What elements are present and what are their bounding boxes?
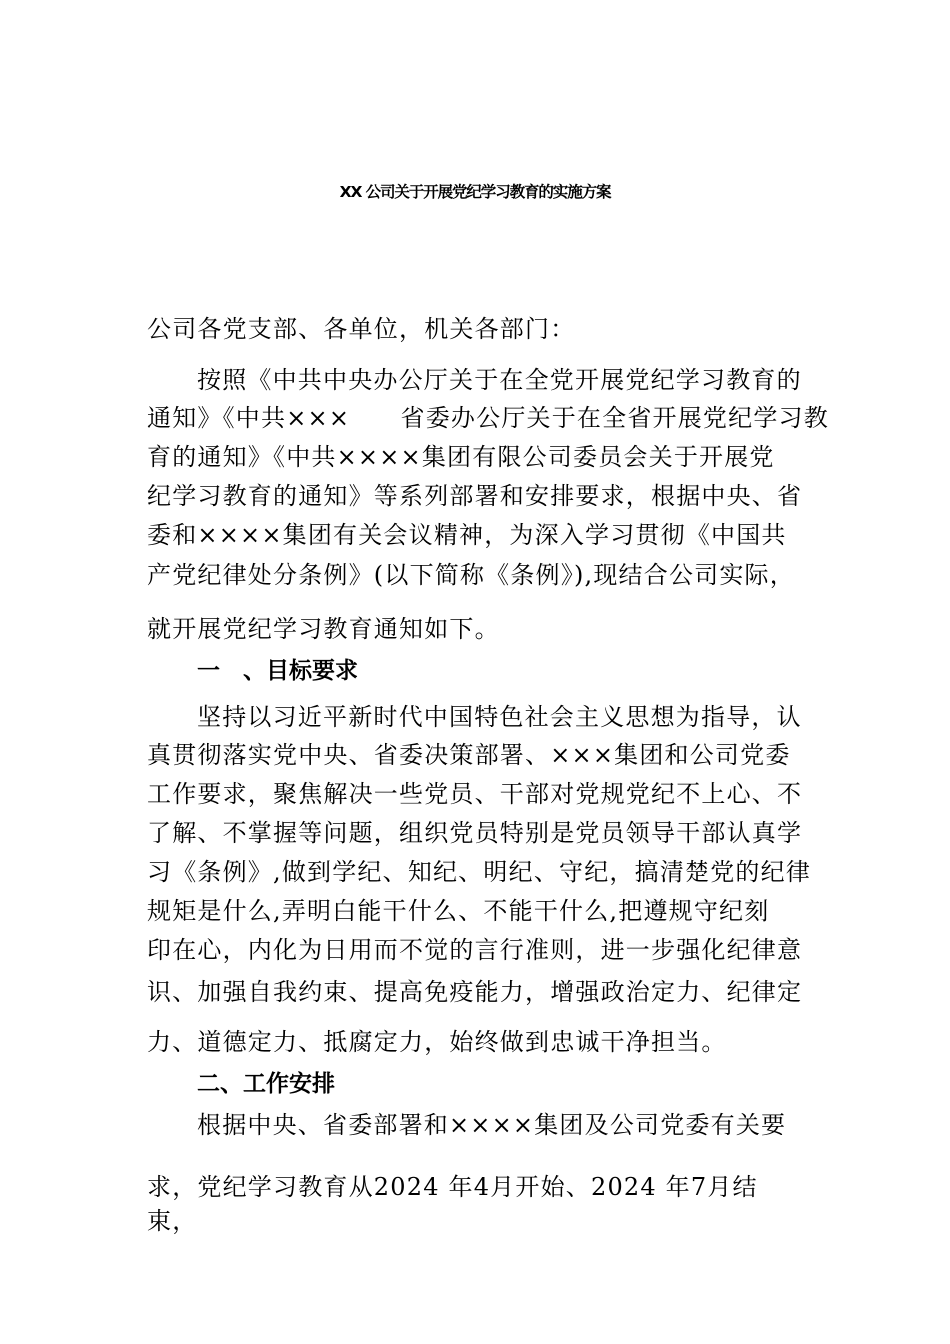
paragraph-line: 规矩是什么,弄明白能干什么、不能干什么,把遵规守纪刻 [147,897,770,925]
paragraph-line: 坚持以习近平新时代中国特色社会主义思想为指导，认 [197,703,802,731]
document-title: XX 公司关于开展党纪学习教育的实施方案 [339,183,611,201]
paragraph-line: 按照《中共中央办公厅关于在全党开展党纪学习教育的 [197,366,802,394]
paragraph-line: 通知》《中共××× 省委办公厅关于在全省开展党纪学习教 [147,404,829,432]
paragraph-line: 识、加强自我约束、提高免疫能力，增强政治定力、纪律定 [147,978,803,1006]
paragraph-line: 了解、不掌握等问题，组织党员特别是党员领导干部认真学 [147,819,803,847]
paragraph-line: 委和××××集团有关会议精神，为深入学习贯彻《中国共 [147,521,787,549]
paragraph-line: 育的通知》《中共××××集团有限公司委员会关于开展党 [147,443,775,471]
salutation: 公司各党支部、各单位，机关各部门： [147,315,576,343]
section-heading-goals: 一 、目标要求 [197,658,358,684]
paragraph-line: 产党纪律处分条例》(以下简称《条例》),现结合公司实际， [147,561,795,589]
paragraph-line: 真贯彻落实党中央、省委决策部署、×××集团和公司党委 [147,741,791,769]
paragraph-line: 根据中央、省委部署和××××集团及公司党委有关要 [197,1111,787,1139]
paragraph-line: 纪学习教育的通知》等系列部署和安排要求，根据中央、省 [147,482,803,510]
paragraph-line: 工作要求，聚焦解决一些党员、干部对党规党纪不上心、不 [147,780,803,808]
paragraph-line: 束， [147,1207,198,1235]
paragraph-line: 就开展党纪学习教育通知如下。 [147,615,500,643]
section-heading-arrangement: 二、工作安排 [197,1071,335,1097]
paragraph-line: 印在心，内化为日用而不觉的言行准则，进一步强化纪律意 [147,936,803,964]
paragraph-line: 力、道德定力、抵腐定力，始终做到忠诚干净担当。 [147,1028,727,1056]
paragraph-line: 求，党纪学习教育从2024 年4月开始、2024 年7月结 [147,1173,758,1201]
paragraph-line: 习《条例》,做到学纪、知纪、明纪、守纪，搞清楚党的纪律 [147,858,812,886]
